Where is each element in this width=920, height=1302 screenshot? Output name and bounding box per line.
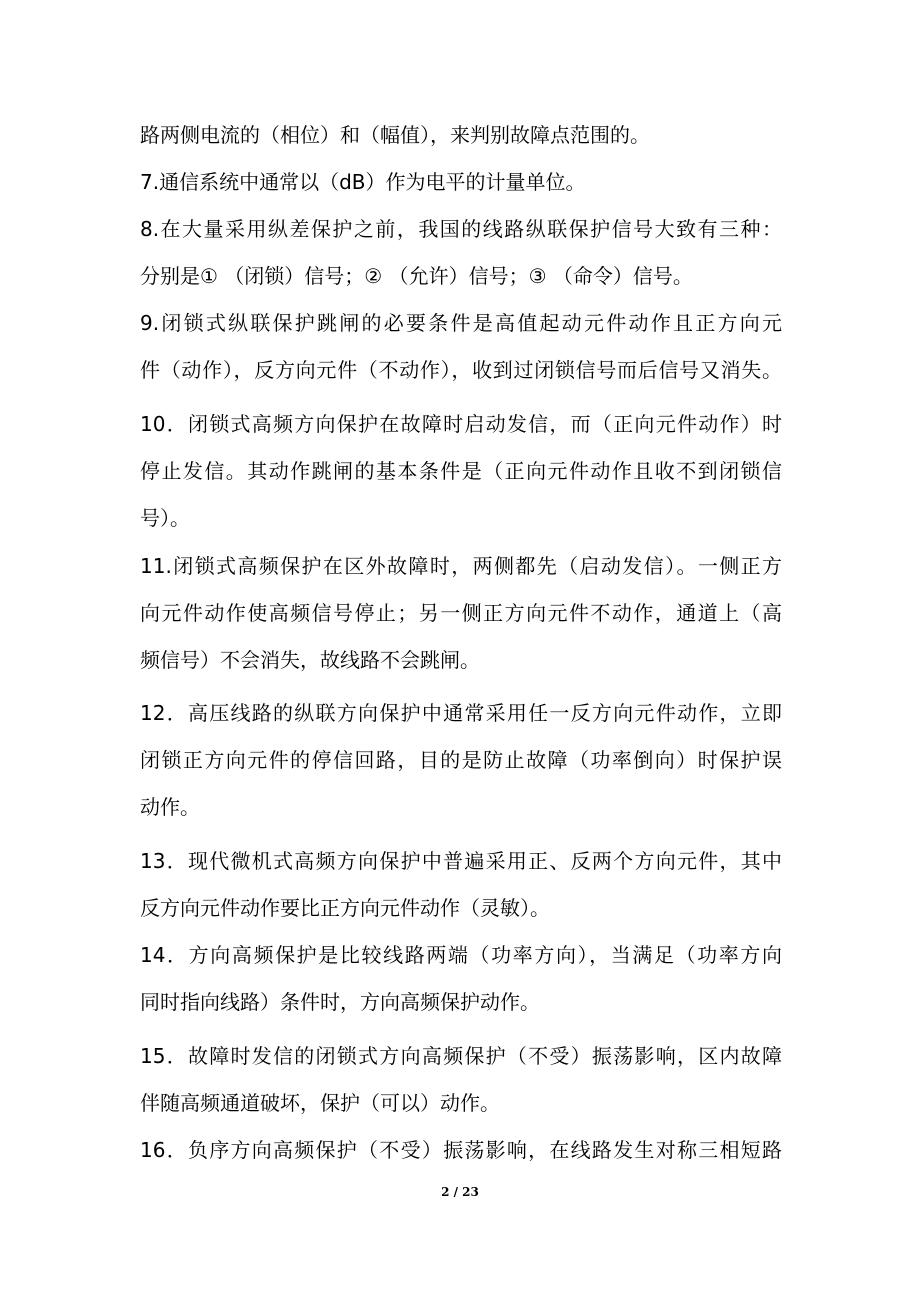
text-line: 动作。 (140, 795, 200, 819)
text-line: 9.闭锁式纵联保护跳闸的必要条件是高值起动元件动作且正方向元 (140, 311, 782, 335)
text-line: 路两侧电流的（相位）和（幅值），来判别故障点范围的。 (140, 123, 650, 147)
text-line: 同时指向线路）条件时，方向高频保护动作。 (140, 990, 540, 1014)
text-line: 8.在大量采用纵差保护之前，我国的线路纵联保护信号大致有三种： (140, 217, 782, 241)
page-number: 2 / 23 (441, 1185, 479, 1199)
text-line: 号）。 (140, 506, 190, 530)
text-line: 件（动作），反方向元件（不动作），收到过闭锁信号而后信号又消失。 (140, 358, 782, 382)
document-page (140, 0, 782, 1302)
text-line: 14．方向高频保护是比较线路两端（功率方向），当满足（功率方向 (140, 943, 782, 967)
text-line: 分别是① （闭锁）信号；② （允许）信号；③ （命令）信号。 (140, 264, 693, 288)
text-line: 7.通信系统中通常以（dB）作为电平的计量单位。 (140, 170, 586, 194)
text-line: 伴随高频通道破坏，保护（可以）动作。 (140, 1091, 500, 1115)
text-line: 向元件动作使高频信号停止；另一侧正方向元件不动作，通道上（高 (140, 601, 782, 625)
text-line: 闭锁正方向元件的停信回路，目的是防止故障（功率倒向）时保护误 (140, 748, 782, 772)
text-line: 停止发信。其动作跳闸的基本条件是（正向元件动作且收不到闭锁信 (140, 459, 782, 483)
text-line: 频信号）不会消失，故线路不会跳闸。 (140, 648, 480, 672)
text-line: 13．现代微机式高频方向保护中普遍采用正、反两个方向元件，其中 (140, 849, 782, 873)
text-line: 11.闭锁式高频保护在区外故障时，两侧都先（启动发信）。一侧正方 (140, 554, 782, 578)
text-line: 10．闭锁式高频方向保护在故障时启动发信，而（正向元件动作）时 (140, 412, 782, 436)
text-line: 反方向元件动作要比正方向元件动作（灵敏）。 (140, 896, 550, 920)
text-line: 16．负序方向高频保护（不受）振荡影响，在线路发生对称三相短路 (140, 1138, 782, 1162)
text-line: 15．故障时发信的闭锁式方向高频保护（不受）振荡影响，区内故障 (140, 1044, 782, 1068)
text-line: 12．高压线路的纵联方向保护中通常采用任一反方向元件动作，立即 (140, 701, 782, 725)
